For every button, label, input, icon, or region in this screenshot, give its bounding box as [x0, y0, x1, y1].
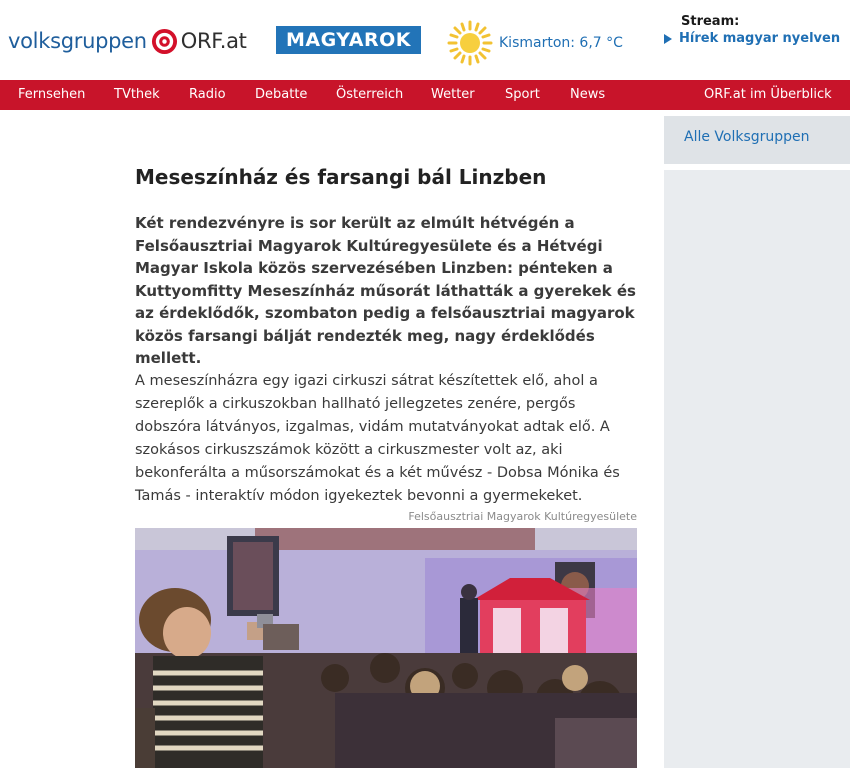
article-body: A meseszínházra egy igazi cirkuszi sátrat készítettek elő, ahol a szereplők a cirkuszokban hallható jellegzetes zenére, pergős dobszóra látványos, izgalmas, vidám mutatványokat adtak elő. A szokásos cirkuszszámok között a cirkuszmester volt az, aki bekonferálta a műsorszámokat és a két művész - Dobsa Mónika és Tamás - interaktív módon igyekeztek bevonni a gyermekeket.: [135, 373, 620, 504]
magyarok-badge[interactable]: MAGYAROK: [276, 26, 421, 54]
stream-link[interactable]: [664, 31, 840, 46]
stream-title: Stream:: [681, 14, 740, 29]
sidebar-link-all-volksgruppen[interactable]: Alle Volksgruppen: [684, 129, 810, 145]
nav-item-wetter[interactable]: Wetter: [431, 87, 475, 102]
site-header: [0, 0, 850, 80]
article-lead: Két rendezvényre is sor került az elmúlt hétvégén a Felsőausztriai Magyarok Kultúregyesülete és a Hétvégi Magyar Iskola közös szervezésében Linzben: pénteken a Kuttyomfitty Meseszínház műsorát láthatták a gyerekek és az érdeklődők, szombaton pedig a felsőausztriai magyarok közös farsangi bálját rendezték meg, nagy érdeklődés mellett.: [135, 214, 636, 367]
brand-logo[interactable]: [8, 26, 247, 56]
nav-item-sport[interactable]: Sport: [505, 87, 540, 102]
article-title: Meseszínház és farsangi bál Linzben: [135, 165, 547, 189]
sidebar-background: [664, 170, 850, 768]
nav-item-fernsehen[interactable]: Fernsehen: [18, 87, 86, 102]
stream-link-label: Hírek magyar nyelven: [679, 31, 841, 46]
weather-widget[interactable]: [447, 20, 623, 66]
play-icon: [664, 34, 672, 44]
nav-item-debatte[interactable]: Debatte: [255, 87, 308, 102]
article-photo-illustration: [135, 528, 637, 768]
nav-item-news[interactable]: News: [570, 87, 606, 102]
nav-item-oesterreich[interactable]: Österreich: [336, 87, 404, 102]
sun-icon: [447, 20, 493, 66]
nav-item-radio[interactable]: Radio: [189, 87, 226, 102]
weather-temperature: Kismarton: 6,7 °C: [499, 35, 623, 51]
nav-item-overview[interactable]: ORF.at im Überblick: [704, 87, 832, 102]
brand-volksgruppen-text: volksgruppen: [8, 29, 147, 53]
stream-box: [664, 14, 840, 46]
nav-item-tvthek[interactable]: TVthek: [114, 87, 160, 102]
photo-credit: Felsőausztriai Magyarok Kultúregyesülete: [408, 510, 637, 523]
orf-target-icon: [151, 28, 178, 55]
main-nav: [0, 80, 850, 110]
sidebar-panel: [664, 116, 850, 164]
article-photo[interactable]: [135, 528, 637, 768]
brand-orf-text: ORF.at: [180, 29, 247, 53]
